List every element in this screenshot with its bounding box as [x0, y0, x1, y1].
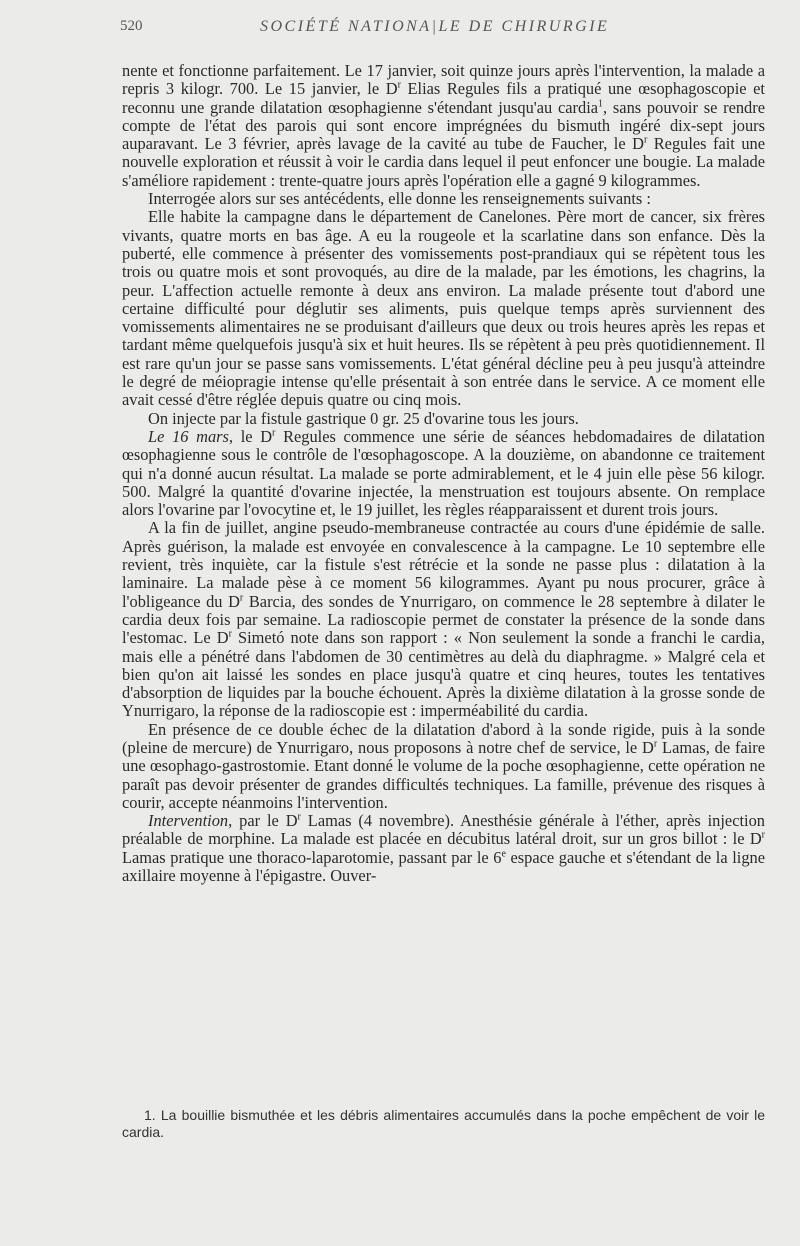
text-run: A la fin de juillet, angine pseudo-membraneuse contractée au cours d'une épidémie de salle. Après guérison, la malade est envoyée en convalescence à la campagne. Le 10 septembre elle revient, très inquiète, car la fistule s'est rétrécie et la sonde ne passe plus : dilatation à la laminaire. La malade pèse à ce moment 56 kilogrammes. Ayant pu nous procurer, grâce à l'obligeance du D — [122, 518, 765, 611]
running-title: SOCIÉTÉ NATIONA|LE DE CHIRURGIE — [260, 18, 610, 35]
page-header — [120, 18, 760, 42]
text-run: Regules fait une nouvelle exploration et réussit à voir le cardia dans lequel il peut enfoncer une bougie. La malade s'améliore rapidement : trente-quatre jours après l'opération elle a gagné 9 kilogrammes. — [122, 134, 765, 190]
body-text — [122, 62, 765, 885]
superscript: 1 — [598, 98, 604, 110]
text-run: Intervention — [148, 811, 229, 831]
footnote: 1. La bouillie bismuthée et les débris alimentaires accumulés dans la poche empêchent de voir le cardia. — [122, 1107, 765, 1140]
superscript: e — [501, 848, 506, 860]
text-run: , par le D — [228, 811, 298, 831]
superscript: r — [239, 592, 244, 604]
superscript: r — [228, 628, 232, 640]
superscript: r — [397, 79, 401, 91]
superscript: r — [272, 427, 276, 439]
text-run: Le 16 mars — [148, 426, 229, 446]
text-run: Regules commence une série de séances hebdomadaires de dilatation œsophagienne sous le contrôle de l'œsophagoscope. A la douzième, on abandonne ce traitement qui n'a donné aucun résultat. La malade se porte admirablement, et le 4 juin elle pèse 56 kilogr. 500. Malgré la quantité d'ovarine injectée, la menstruation est toujours absente. On remplace alors l'ovarine par l'ovocytine et, le 19 juillet, les règles réapparaissent et durent trois jours. — [122, 426, 765, 520]
paragraph — [122, 428, 765, 519]
text-run: espace gauche et s'étendant de la ligne axillaire moyenne à l'épigastre. Ouver- — [122, 847, 765, 886]
text-run: Lamas pratique une thoraco-laparotomie, passant par le 6 — [122, 847, 502, 867]
superscript: r — [761, 830, 765, 841]
page-number: 520 — [120, 18, 143, 34]
paragraph — [122, 190, 765, 208]
text-run: Simetó note dans son rapport : « Non seulement la sonde a franchi le cardia, mais elle a pénétré dans l'abdomen de 30 centimètres au delà du diaphragme. » Malgré cela et bien qu'on ait laissé les sondes en place jusqu'à quatre et cinq heures, toutes les tentatives d'absorption de liquides par la bouche échouent. Après la dixième dilatation à la grosse sonde de Ynurrigaro, la réponse de la radioscopie est : imperméabilité du cardia. — [122, 628, 765, 721]
paragraph — [122, 410, 765, 428]
text-run: Barcia, des sondes de Ynurrigaro, on commence le 28 septembre à dilater le cardia deux fois par semaine. La radioscopie permet de constater la présence de la sonde dans l'estomac. Le D — [122, 591, 766, 648]
paragraph — [122, 208, 765, 409]
text-run: , le D — [228, 426, 273, 446]
text-run: On injecte par la fistule gastrique 0 gr. 25 d'ovarine tous les jours. — [148, 408, 579, 428]
text-run: , sans pouvoir se rendre compte de l'état des parois qui sont encore imprégnées du bismuth ingéré dix-sept jours auparavant. Le 3 février, après lavage de la cavité au tube de Faucher, le D — [122, 97, 765, 154]
paragraph — [122, 62, 765, 190]
superscript: r — [643, 134, 648, 146]
paragraph — [122, 812, 765, 885]
text-run: Lamas (4 novembre). Anesthésie générale à l'éther, après injection préalable de morphine. La malade est placée en décubitus latéral droit, sur un gros billot : le D — [122, 811, 765, 849]
text-run: En présence de ce double échec de la dilatation d'abord à la sonde rigide, puis à la sonde (pleine de mercure) de Ynurrigaro, nous proposons à notre chef de service, le D — [122, 719, 765, 757]
superscript: r — [297, 811, 301, 823]
text-run: Elle habite la campagne dans le département de Canelones. Père mort de cancer, six frères vivants, quatre morts en bas âge. A eu la rougeole et la scarlatine dans son enfance. Dès la puberté, elle commence à présenter des vomissements post-prandiaux qui se répètent tous les trois ou quatre mois et sont provoqués, au dire de la malade, par les émotions, les chagrins, la peur. L'affection actuelle remonte à deux ans environ. La malade présente tout d'abord une certaine difficulté pour déglutir ses aliments, puis quelque temps après surviennent des vomissements alimentaires ne se produisant d'ailleurs que deux ou trois heures après les repas et tardant même quelquefois jusqu'à six et huit heures. Ils se répètent à peu près quotidiennement. Il est rare qu'un jour se passe sans vomissements. L'état général décline peu à peu jusqu'à atteindre le degré de méiopragie intense qu'elle présentait à son entrée dans le service. A ce moment elle avait cessé d'être réglée depuis quatre ou cinq mois. — [122, 207, 765, 410]
text-run: Interrogée alors sur ses antécédents, elle donne les renseignements suivants : — [148, 189, 651, 209]
text-run: Elias Regules fils a pratiqué une œsophagoscopie et reconnu une grande dilatation œsophagienne s'étendant jusqu'au cardia — [122, 79, 765, 117]
text-run: Lamas, de faire une œsophago-gastrostomie. Etant donné le volume de la poche œsophagienne, cette opération ne paraît pas devoir présenter de grandes difficultés techniques. La famille, prévenue des risques à courir, accepte néanmoins l'intervention. — [122, 737, 765, 812]
text-run: nente et fonctionne parfaitement. Le 17 janvier, soit quinze jours après l'intervention, la malade a repris 3 kilogr. 700. Le 15 janvier, le D — [122, 61, 765, 99]
paragraph — [122, 721, 765, 812]
paragraph — [122, 519, 765, 720]
superscript: r — [653, 738, 658, 750]
